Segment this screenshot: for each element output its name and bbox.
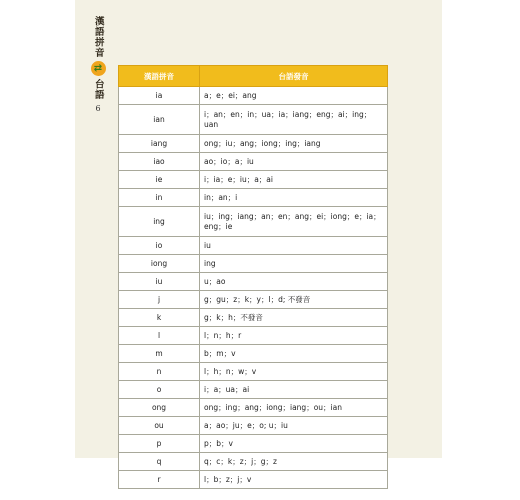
pinyin-cell: iang [119, 135, 200, 153]
pinyin-cell: ou [119, 417, 200, 435]
taiwanese-cell: l；b；z；j；v [200, 471, 388, 489]
taiwanese-cell: g；k；h；不發音 [200, 309, 388, 327]
pinyin-cell: ia [119, 87, 200, 105]
table-row [119, 417, 388, 435]
pinyin-cell: r [119, 471, 200, 489]
pinyin-cell: l [119, 327, 200, 345]
table-row [119, 345, 388, 363]
pinyin-cell: k [119, 309, 200, 327]
pinyin-cell: ing [119, 207, 200, 237]
table-row [119, 153, 388, 171]
side-header [88, 16, 108, 113]
pinyin-cell: iu [119, 273, 200, 291]
table-row [119, 381, 388, 399]
exchange-badge-icon [91, 61, 106, 76]
table-row [119, 255, 388, 273]
pinyin-cell: ie [119, 171, 200, 189]
pinyin-cell: p [119, 435, 200, 453]
table-row [119, 363, 388, 381]
taiwanese-cell: ong；iu；ang；iong；ing；iang [200, 135, 388, 153]
table-row [119, 471, 388, 489]
taiwanese-cell: i；ia；e；iu；a；ai [200, 171, 388, 189]
taiwanese-cell: a；ao；ju；e；o; u；iu [200, 417, 388, 435]
taiwanese-cell: iu；ing；iang；an；en；ang；ei；iong；e；ia；eng；ie [200, 207, 388, 237]
table-row [119, 291, 388, 309]
pinyin-table [118, 65, 388, 489]
pinyin-cell: iao [119, 153, 200, 171]
taiwanese-cell: i；a；ua；ai [200, 381, 388, 399]
header-pinyin: 漢語拼音 [119, 66, 200, 87]
table-row [119, 87, 388, 105]
taiwanese-cell: g；gu；z；k；y；l；d; 不發音 [200, 291, 388, 309]
table-row [119, 171, 388, 189]
table-row [119, 105, 388, 135]
pinyin-cell: o [119, 381, 200, 399]
pinyin-cell: in [119, 189, 200, 207]
taiwanese-cell: ing [200, 255, 388, 273]
table-body [119, 87, 388, 489]
table-row [119, 309, 388, 327]
spine-title-top: 漢語拼音 [92, 16, 104, 58]
taiwanese-cell: l；h；n；w；v [200, 363, 388, 381]
spine-title-bottom: 台語 [92, 79, 104, 100]
taiwanese-cell: iu [200, 237, 388, 255]
taiwanese-cell: u；ao [200, 273, 388, 291]
pinyin-cell: ong [119, 399, 200, 417]
taiwanese-cell: i；an；en；in；ua；ia；iang；eng；ai；ing；uan [200, 105, 388, 135]
taiwanese-cell: q；c；k；z；j；g；z [200, 453, 388, 471]
pinyin-cell: j [119, 291, 200, 309]
pinyin-cell: q [119, 453, 200, 471]
taiwanese-cell: p；b；v [200, 435, 388, 453]
taiwanese-cell: ao；io；a；iu [200, 153, 388, 171]
pinyin-cell: m [119, 345, 200, 363]
pinyin-cell: iong [119, 255, 200, 273]
table-header-row [119, 66, 388, 87]
table-row [119, 273, 388, 291]
taiwanese-cell: a；e；ei；ang [200, 87, 388, 105]
table-row [119, 237, 388, 255]
table-row [119, 207, 388, 237]
table-row [119, 453, 388, 471]
taiwanese-cell: in；an；i [200, 189, 388, 207]
header-taiwanese: 台語發音 [200, 66, 388, 87]
pinyin-cell: io [119, 237, 200, 255]
pinyin-cell: ian [119, 105, 200, 135]
page-number: 6 [95, 104, 101, 113]
taiwanese-cell: b；m；v [200, 345, 388, 363]
table-row [119, 327, 388, 345]
pinyin-cell: n [119, 363, 200, 381]
table-row [119, 189, 388, 207]
table-row [119, 435, 388, 453]
table-row [119, 135, 388, 153]
table-row [119, 399, 388, 417]
taiwanese-cell: ong；ing；ang；iong；iang；ou；ian [200, 399, 388, 417]
exchange-arrow-icon: ⇄ [93, 62, 103, 74]
taiwanese-cell: l；n；h；r [200, 327, 388, 345]
